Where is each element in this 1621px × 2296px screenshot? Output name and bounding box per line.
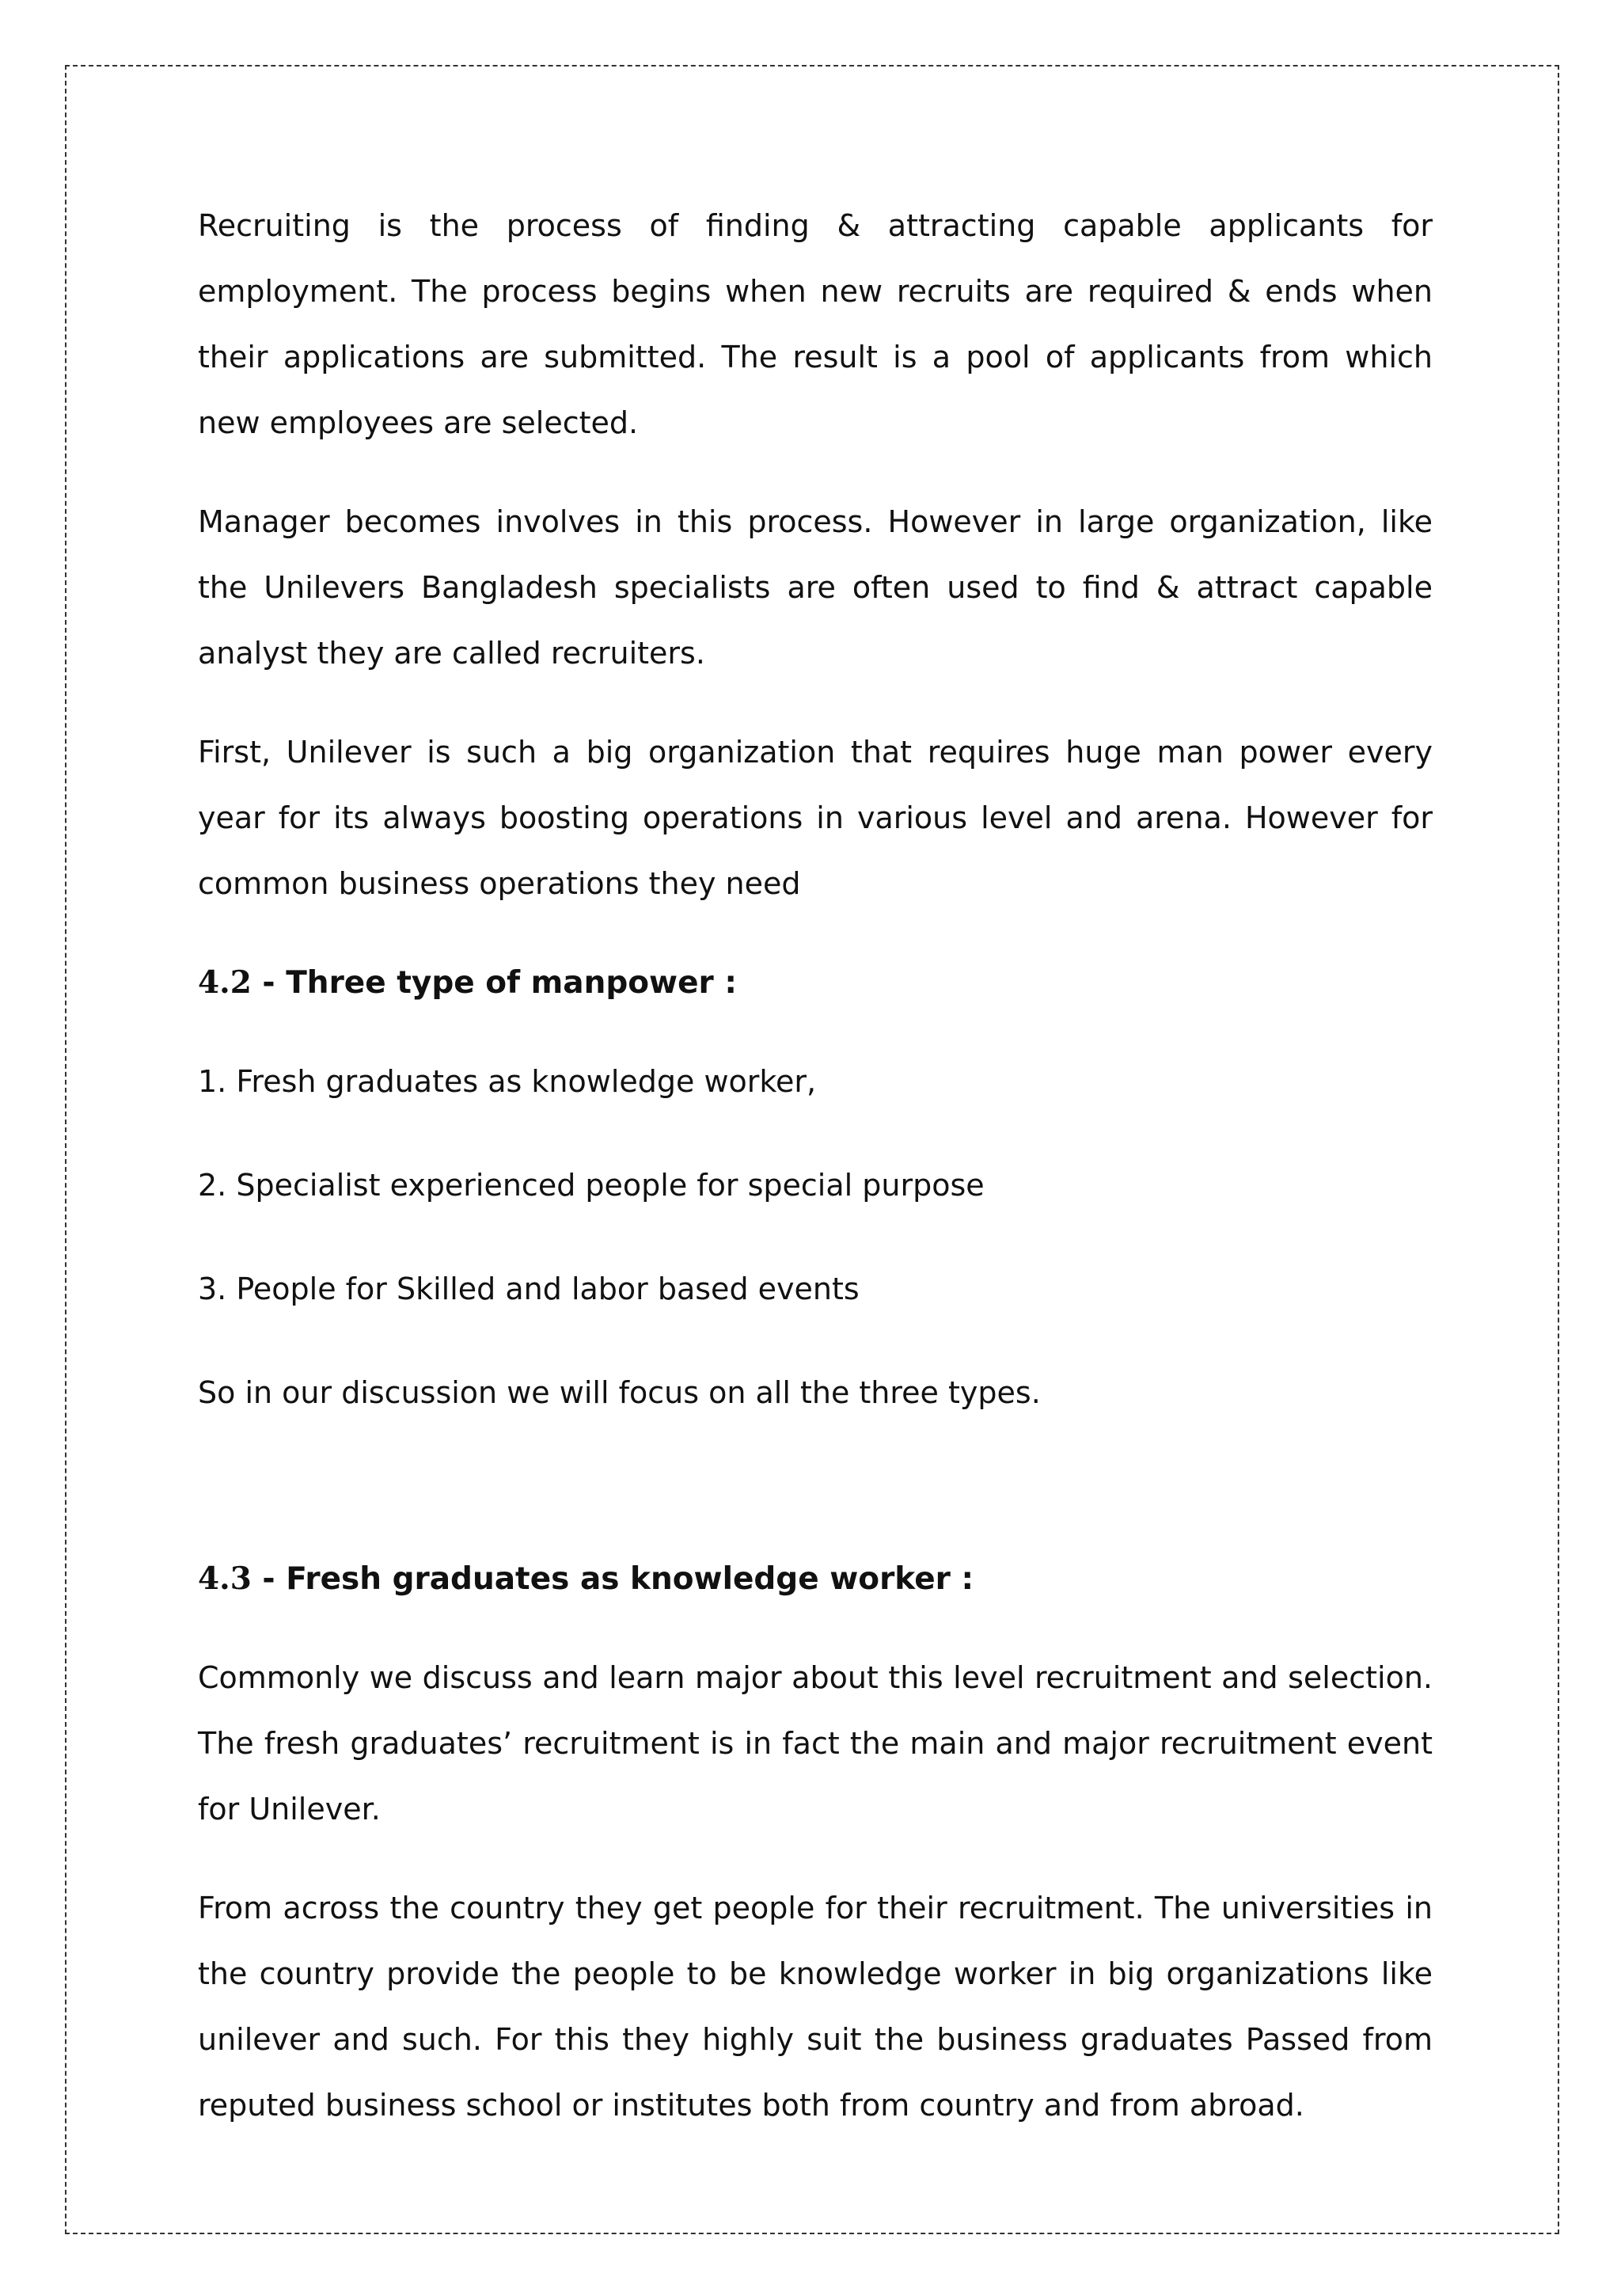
document-body xyxy=(198,193,1433,2172)
section-title: - Fresh graduates as knowledge worker : xyxy=(251,1561,974,1597)
vertical-spacer xyxy=(198,1459,1433,1546)
section-number: 4.3 xyxy=(198,1560,252,1597)
section-heading-4-2 xyxy=(198,950,1433,1016)
list-item: 3. People for Skilled and labor based events xyxy=(198,1272,860,1306)
paragraph-universities: From across the country they get people for their recruitment. The universities in the country provide the people to be knowledge worker in big organizations like unilever and such. For this they highly suit the business graduates Passed from reputed business school or institutes both from country and from abroad. xyxy=(198,1891,1433,2123)
section-heading-4-3 xyxy=(198,1546,1433,1612)
paragraph-fresh-graduates: Commonly we discuss and learn major about this level recruitment and selection. The fresh graduates’ recruitment is in fact the main and major recruitment event for Unilever. xyxy=(198,1660,1433,1827)
paragraph-unilever-manpower: First, Unilever is such a big organization that requires huge man power every year for its always boosting operations in various level and arena. However for common business operations they need xyxy=(198,735,1433,901)
paragraph-discussion-focus: So in our discussion we will focus on all the three types. xyxy=(198,1375,1041,1410)
paragraph-manager-involvement: Manager becomes involves in this process. However in large organization, like the Unilevers Bangladesh specialists are often used to find & attract capable analyst they are called recruiters. xyxy=(198,504,1433,671)
paragraph-recruiting-definition: Recruiting is the process of finding & attracting capable applicants for employment. The process begins when new recruits are required & ends when their applications are submitted. The result is a pool of applicants from which new employees are selected. xyxy=(198,208,1433,440)
list-item: 1. Fresh graduates as knowledge worker, xyxy=(198,1064,817,1099)
list-item: 2. Specialist experienced people for special purpose xyxy=(198,1168,985,1203)
section-number: 4.2 xyxy=(198,964,252,1001)
section-title: - Three type of manpower : xyxy=(251,965,737,1001)
